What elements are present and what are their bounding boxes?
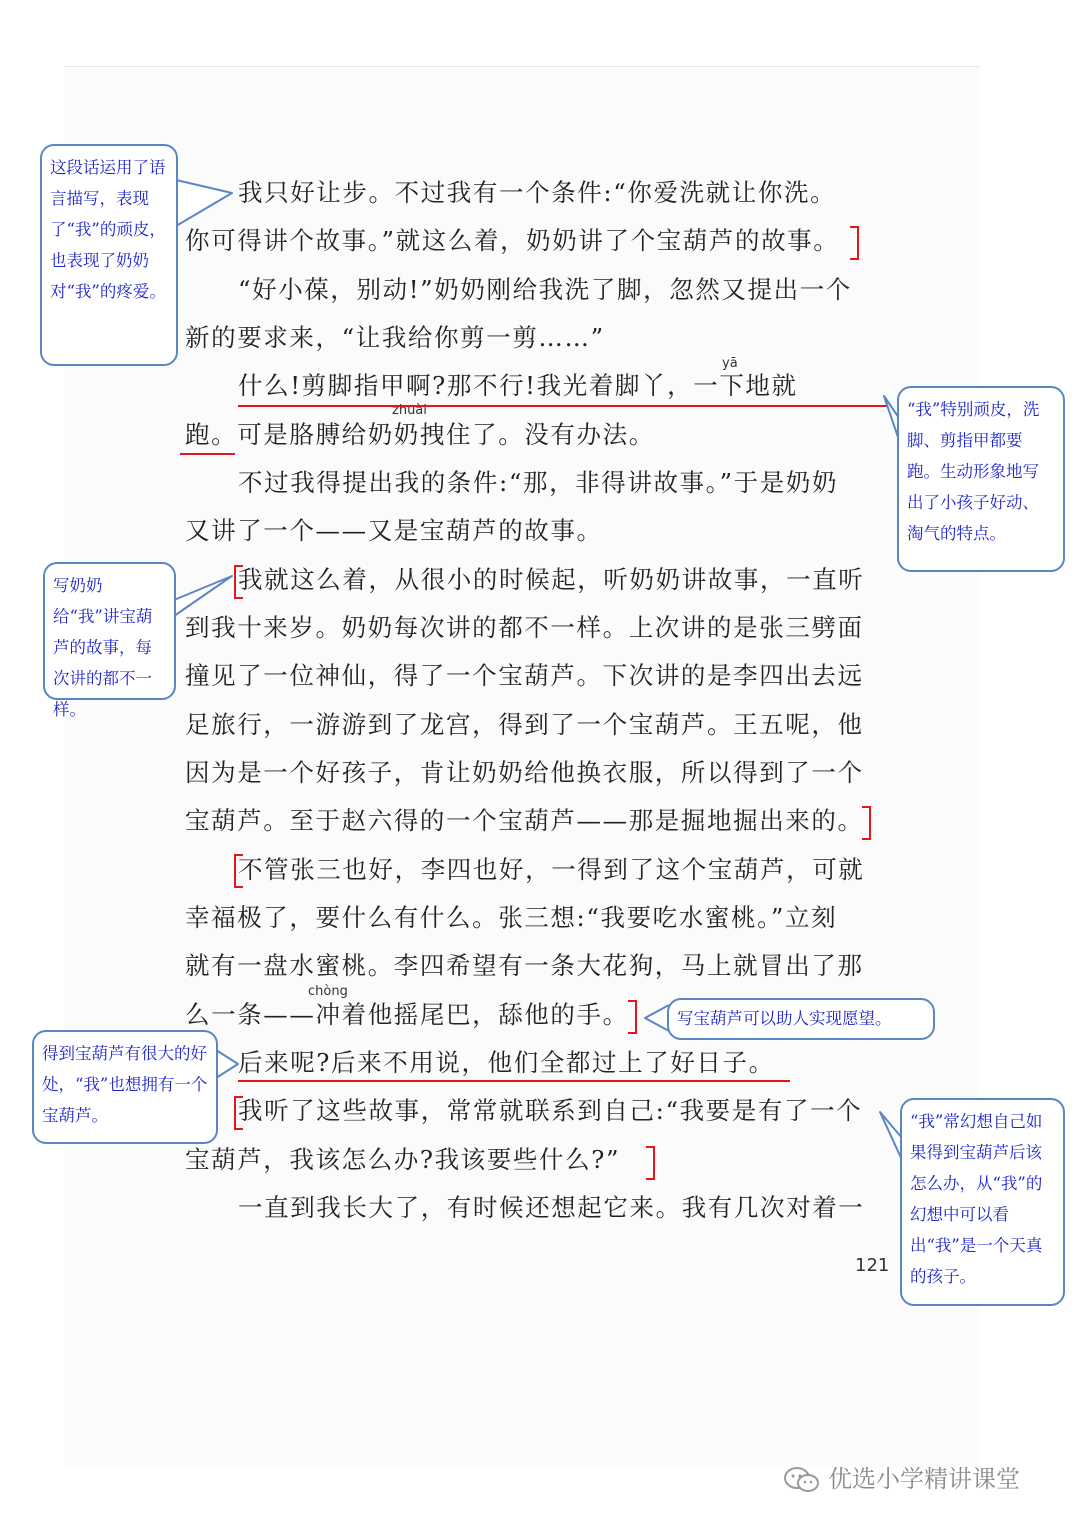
text-line: 足旅行，一游游到了龙宫，得到了一个宝葫芦。王五呢，他 — [185, 710, 864, 739]
annotation-callout — [40, 144, 178, 366]
wechat-icon — [782, 1465, 822, 1495]
callout-tail — [174, 576, 232, 616]
pinyin-zhuai: zhuài — [392, 403, 427, 418]
text-line: 跑。可是胳膊给奶奶拽住了。没有办法。 — [185, 420, 655, 449]
text-line: 又讲了一个——又是宝葫芦的故事。 — [185, 516, 603, 545]
text-line: 宝葫芦。至于赵六得的一个宝葫芦——那是掘地掘出来的。 — [185, 806, 864, 835]
page-number: 121 — [855, 1255, 890, 1276]
text-line: 一直到我长大了，有时候还想起它来。我有几次对着一 — [238, 1193, 865, 1222]
text-line: 到我十来岁。奶奶每次讲的都不一样。上次讲的是张三劈面 — [185, 613, 864, 642]
text-line: 幸福极了，要什么有什么。张三想:“我要吃水蜜桃。”立刻 — [185, 903, 838, 932]
text-line: 我只好让步。不过我有一个条件:“你爱洗就让你洗。 — [238, 178, 837, 207]
text-line: 不过我得提出我的条件:“那，非得讲故事。”于是奶奶 — [238, 468, 839, 497]
text-line: 你可得讲个故事。”就这么着，奶奶讲了个宝葫芦的故事。 — [185, 226, 840, 255]
callout-tail — [880, 1112, 902, 1160]
annotation-callout — [43, 562, 176, 719]
text-line: 因为是一个好孩子，肯让奶奶给他换衣服，所以得到了一个 — [185, 758, 864, 787]
annotation-text: 这段话运用了语言描写，表现了“我”的顽皮，也表现了奶奶对“我”的疼爱。 — [50, 158, 166, 301]
text-line: 我听了这些故事，常常就联系到自己:“我要是有了一个 — [238, 1096, 863, 1125]
text-line: 新的要求来，“让我给你剪一剪……” — [185, 323, 605, 352]
annotation-callout — [900, 1098, 1065, 1306]
annotation-text: “我”常幻想自己如果得到宝葫芦后该怎么办，从“我”的幻想中可以看出“我”是一个天真的孩子。 — [910, 1112, 1043, 1286]
annotation-text: 写宝葫芦可以助人实现愿望。 — [677, 1009, 892, 1028]
annotation-text: 写奶奶给“我”讲宝葫芦的故事，每次讲的都不一样。 — [53, 576, 153, 719]
text-line: 后来呢?后来不用说，他们全都过上了好日子。 — [238, 1048, 775, 1077]
watermark-text: 优选小学精讲课堂 — [828, 1465, 1020, 1493]
text-line: 么一条——冲着他摇尾巴，舔他的手。 — [185, 1000, 629, 1029]
text-line: 宝葫芦，我该怎么办?我该要些什么?” — [185, 1145, 621, 1174]
pinyin-ya: yā — [722, 356, 738, 371]
annotation-callout — [32, 1030, 218, 1144]
pinyin-chong: chòng — [308, 984, 348, 999]
callout-tail — [645, 1005, 669, 1031]
annotation-text: 得到宝葫芦有很大的好处，“我”也想拥有一个宝葫芦。 — [42, 1044, 208, 1125]
text-line: 就有一盘水蜜桃。李四希望有一条大花狗，马上就冒出了那 — [185, 951, 864, 980]
text-line: “好小葆，别动!”奶奶刚给我洗了脚，忽然又提出一个 — [238, 275, 852, 304]
annotation-callout — [667, 998, 935, 1040]
text-line: 撞见了一位神仙，得了一个宝葫芦。下次讲的是李四出去远 — [185, 661, 864, 690]
text-line: 我就这么着，从很小的时候起，听奶奶讲故事，一直听 — [238, 565, 865, 594]
annotation-text: “我”特别顽皮，洗脚、剪指甲都要跑。生动形象地写出了小孩子好动、淘气的特点。 — [907, 400, 1040, 543]
annotation-callout — [897, 386, 1065, 572]
text-line: 什么!剪脚指甲啊?那不行!我光着脚丫，一下地就 — [238, 371, 798, 400]
callout-tail — [176, 180, 232, 226]
watermark — [782, 1462, 1020, 1496]
text-line: 不管张三也好，李四也好，一得到了这个宝葫芦，可就 — [238, 855, 865, 884]
callout-tail — [216, 1050, 238, 1078]
